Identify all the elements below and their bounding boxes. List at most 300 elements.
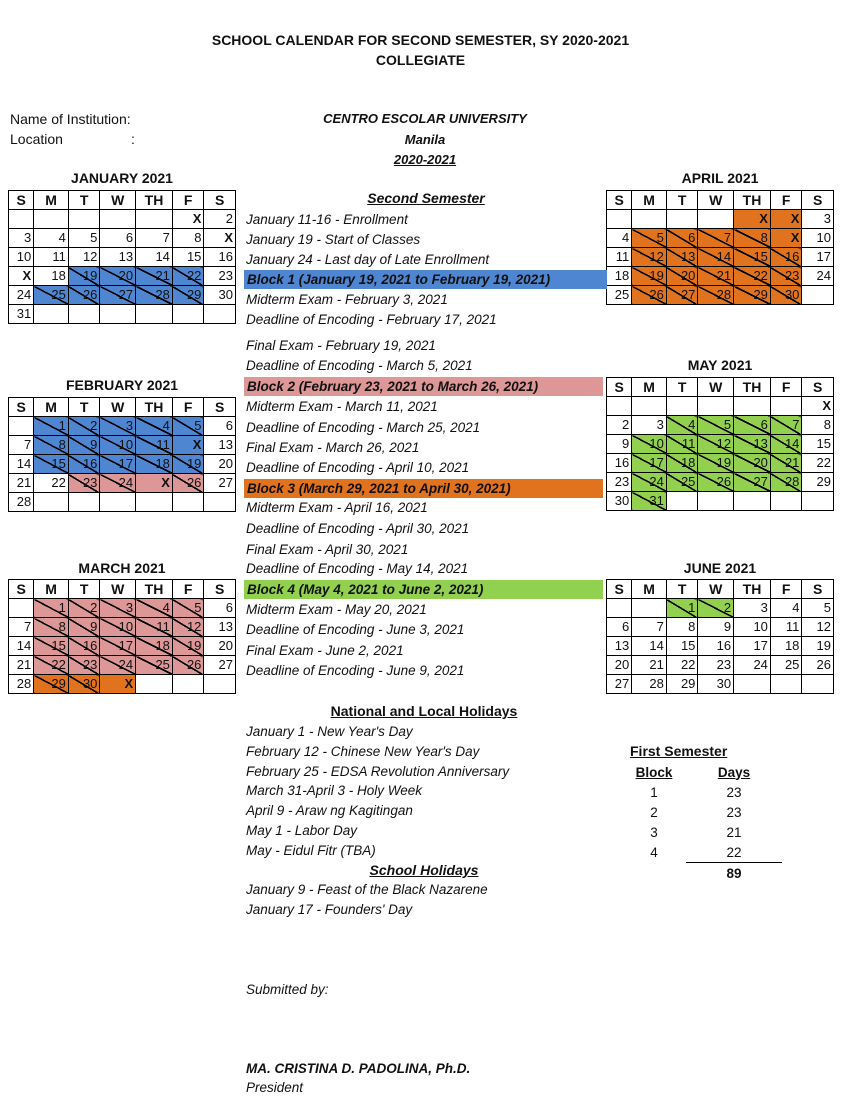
calendar-week-row: [9, 417, 236, 436]
calendar-day: [136, 210, 173, 229]
holiday-item: January 1 - New Year's Day: [246, 724, 413, 739]
calendar-day: 6: [204, 599, 236, 618]
calendar-day: 3: [632, 416, 667, 435]
calendar-day: [68, 210, 100, 229]
calendar-day: [734, 675, 771, 694]
calendar-day: 23: [698, 656, 734, 675]
calendar-day: 8: [34, 618, 69, 637]
calendar-day: 3: [100, 417, 136, 436]
calendar-day: 19: [172, 455, 204, 474]
block-days: 22: [726, 844, 742, 860]
holiday-x-mark: X: [802, 397, 834, 416]
holiday-x-mark: X: [100, 675, 136, 694]
block-1-final-exam: Final Exam - February 19, 2021: [246, 338, 436, 353]
calendar-day: 13: [607, 637, 632, 656]
weekday-header: F: [172, 580, 204, 599]
calendar-day: [607, 210, 632, 229]
summary-title: First Semester: [630, 743, 728, 759]
calendar-day: 16: [770, 248, 802, 267]
calendar-day: 26: [698, 473, 734, 492]
holiday-x-mark: X: [172, 210, 204, 229]
calendar-week-row: [607, 618, 834, 637]
calendar-day: 22: [802, 454, 834, 473]
calendar-day: 20: [100, 267, 136, 286]
weekday-header: T: [666, 580, 698, 599]
table-row: [622, 842, 782, 863]
calendar-day: 21: [770, 454, 802, 473]
calendar-day: 26: [802, 656, 834, 675]
weekday-header: T: [666, 191, 698, 210]
calendar-day: 4: [607, 229, 632, 248]
calendar-day: 6: [100, 229, 136, 248]
calendar-day: 14: [136, 248, 173, 267]
calendar-day: 25: [607, 286, 632, 305]
weekday-header: M: [34, 580, 69, 599]
calendar-day: [34, 305, 69, 324]
calendar-day: 6: [607, 618, 632, 637]
summary-table: [622, 762, 782, 883]
calendar-day: 20: [204, 637, 236, 656]
calendar-day: 13: [666, 248, 698, 267]
calendar-day: 12: [632, 248, 667, 267]
february-title: FEBRUARY 2021: [65, 377, 179, 393]
calendar-day: 25: [666, 473, 698, 492]
weekday-header: S: [9, 580, 34, 599]
calendar-day: 6: [666, 229, 698, 248]
calendar-day: [632, 210, 667, 229]
calendar-day: 17: [734, 637, 771, 656]
enrollment-event: January 11-16 - Enrollment: [246, 212, 408, 227]
calendar-week-row: [9, 474, 236, 493]
calendar-day: 12: [68, 248, 100, 267]
january-title: JANUARY 2021: [71, 170, 173, 186]
calendar-day: 8: [172, 229, 204, 248]
signatory-name: MA. CRISTINA D. PADOLINA, Ph.D.: [246, 1061, 471, 1076]
calendar-day: 12: [698, 435, 734, 454]
block-days: 21: [726, 824, 742, 840]
calendar-day: 5: [68, 229, 100, 248]
block-days: 23: [726, 804, 742, 820]
january-calendar: [8, 190, 236, 324]
calendar-day: 14: [9, 637, 34, 656]
calendar-day: 19: [698, 454, 734, 473]
calendar-day: 27: [100, 286, 136, 305]
june-calendar: [606, 579, 834, 694]
calendar-day: [666, 210, 698, 229]
calendar-day: 4: [136, 417, 173, 436]
calendar-day: 22: [34, 656, 69, 675]
weekday-header: M: [632, 580, 667, 599]
calendar-day: 24: [632, 473, 667, 492]
calendar-day: 9: [698, 618, 734, 637]
weekday-header: M: [34, 191, 69, 210]
weekday-header: W: [100, 398, 136, 417]
calendar-day: [632, 397, 667, 416]
calendar-day: 11: [34, 248, 69, 267]
calendar-day: 27: [734, 473, 771, 492]
holiday-x-mark: X: [770, 210, 802, 229]
calendar-day: 26: [68, 286, 100, 305]
calendar-day: 18: [136, 455, 173, 474]
block-days: 23: [726, 784, 742, 800]
calendar-day: 4: [770, 599, 802, 618]
weekday-header: M: [632, 378, 667, 397]
calendar-day: 29: [172, 286, 204, 305]
calendar-day: [802, 286, 834, 305]
weekday-header: TH: [734, 378, 771, 397]
calendar-day: 14: [632, 637, 667, 656]
calendar-day: [632, 599, 667, 618]
block-1-encoding-deadline: Deadline of Encoding - February 17, 2021: [246, 312, 497, 327]
calendar-day: 27: [666, 286, 698, 305]
calendar-day: 10: [734, 618, 771, 637]
signatory-position: President: [246, 1080, 304, 1095]
holiday-item: May 1 - Labor Day: [246, 823, 358, 838]
weekday-header: M: [632, 191, 667, 210]
submitted-by-label: Submitted by:: [246, 982, 329, 997]
calendar-day: 22: [734, 267, 771, 286]
weekday-header: TH: [136, 191, 173, 210]
block-2-encoding-deadline: Deadline of Encoding - March 25, 2021: [246, 420, 481, 435]
page-title: SCHOOL CALENDAR FOR SECOND SEMESTER, SY 2020-2021: [211, 32, 630, 48]
weekday-header: S: [9, 191, 34, 210]
weekday-header: S: [607, 378, 632, 397]
calendar-day: 11: [666, 435, 698, 454]
calendar-day: [204, 493, 236, 512]
calendar-day: 15: [734, 248, 771, 267]
calendar-day: [172, 675, 204, 694]
calendar-day: 28: [9, 675, 34, 694]
calendar-week-row: [607, 435, 834, 454]
calendar-day: 13: [100, 248, 136, 267]
calendar-day: [204, 675, 236, 694]
calendar-day: 22: [172, 267, 204, 286]
block-2-final-exam: Final Exam - March 26, 2021: [246, 440, 420, 455]
calendar-day: 29: [734, 286, 771, 305]
calendar-day: [68, 305, 100, 324]
calendar-day: 8: [734, 229, 771, 248]
calendar-week-row: [9, 286, 236, 305]
calendar-day: 9: [607, 435, 632, 454]
calendar-week-row: [9, 210, 236, 229]
school-year-value: 2020-2021: [393, 152, 457, 167]
calendar-day: [204, 305, 236, 324]
block-1-final-encoding: Deadline of Encoding - March 5, 2021: [246, 358, 473, 373]
calendar-day: [136, 305, 173, 324]
calendar-day: 23: [68, 474, 100, 493]
calendar-day: [172, 305, 204, 324]
calendar-day: 5: [172, 599, 204, 618]
calendar-day: 6: [204, 417, 236, 436]
calendar-day: [770, 492, 802, 511]
summary-col-block: Block: [635, 764, 673, 780]
weekday-header: W: [100, 191, 136, 210]
calendar-week-row: [607, 397, 834, 416]
block-4-final-exam: Final Exam - June 2, 2021: [246, 643, 404, 658]
weekday-header: S: [204, 580, 236, 599]
calendar-day: [666, 492, 698, 511]
calendar-day: [666, 397, 698, 416]
calendar-day: 4: [136, 599, 173, 618]
calendar-day: [698, 492, 734, 511]
calendar-week-row: [9, 599, 236, 618]
block-4-final-encoding: Deadline of Encoding - June 9, 2021: [246, 663, 465, 678]
calendar-week-row: [9, 305, 236, 324]
calendar-day: 28: [9, 493, 34, 512]
calendar-day: [100, 210, 136, 229]
calendar-day: 3: [734, 599, 771, 618]
calendar-day: 11: [770, 618, 802, 637]
calendar-day: 1: [34, 599, 69, 618]
calendar-day: 9: [68, 436, 100, 455]
calendar-day: [802, 492, 834, 511]
weekday-header: F: [770, 378, 802, 397]
calendar-day: 31: [632, 492, 667, 511]
calendar-day: 13: [734, 435, 771, 454]
calendar-day: 27: [204, 474, 236, 493]
june-title: JUNE 2021: [683, 560, 757, 576]
calendar-day: 26: [632, 286, 667, 305]
calendar-day: 13: [204, 436, 236, 455]
calendar-day: 30: [698, 675, 734, 694]
calendar-day: 19: [632, 267, 667, 286]
calendar-day: 28: [632, 675, 667, 694]
weekday-header: S: [204, 191, 236, 210]
calendar-week-row: [9, 267, 236, 286]
calendar-day: 23: [204, 267, 236, 286]
calendar-day: 15: [802, 435, 834, 454]
calendar-week-row: [9, 656, 236, 675]
calendar-week-row: [607, 454, 834, 473]
calendar-day: 24: [734, 656, 771, 675]
calendar-day: 4: [34, 229, 69, 248]
calendar-day: 18: [770, 637, 802, 656]
calendar-day: [802, 675, 834, 694]
weekday-header: S: [607, 580, 632, 599]
calendar-week-row: [607, 210, 834, 229]
calendar-week-row: [9, 675, 236, 694]
summary-total: 89: [686, 863, 782, 884]
calendar-day: 19: [172, 637, 204, 656]
calendar-day: 1: [666, 599, 698, 618]
calendar-week-row: [607, 473, 834, 492]
weekday-header: M: [34, 398, 69, 417]
calendar-day: 20: [204, 455, 236, 474]
calendar-day: 13: [204, 618, 236, 637]
calendar-day: [770, 397, 802, 416]
block-3-midterm: Midterm Exam - April 16, 2021: [246, 500, 428, 515]
weekday-header: S: [607, 191, 632, 210]
calendar-week-row: [607, 267, 834, 286]
calendar-day: [607, 599, 632, 618]
march-calendar: [8, 579, 236, 694]
calendar-day: 25: [34, 286, 69, 305]
calendar-day: 8: [802, 416, 834, 435]
calendar-day: 22: [666, 656, 698, 675]
calendar-day: [100, 305, 136, 324]
calendar-day: 11: [136, 436, 173, 455]
calendar-week-row: [9, 229, 236, 248]
calendar-day: 27: [607, 675, 632, 694]
institution-name-value: CENTRO ESCOLAR UNIVERSITY: [323, 111, 527, 126]
block-4-midterm: Midterm Exam - May 20, 2021: [246, 602, 427, 617]
holiday-x-mark: X: [9, 267, 34, 286]
holiday-x-mark: X: [734, 210, 771, 229]
weekday-header: W: [698, 378, 734, 397]
calendar-day: 2: [204, 210, 236, 229]
calendar-day: 20: [734, 454, 771, 473]
holiday-item: May - Eidul Fitr (TBA): [246, 843, 376, 858]
calendar-day: 27: [204, 656, 236, 675]
block-number: 1: [650, 784, 658, 800]
february-calendar: [8, 397, 236, 512]
calendar-day: 31: [9, 305, 34, 324]
calendar-day: 21: [632, 656, 667, 675]
calendar-day: 30: [204, 286, 236, 305]
block-2-band: Block 2 (February 23, 2021 to March 26, 2021): [244, 377, 603, 396]
block-3-encoding-deadline: Deadline of Encoding - April 30, 2021: [246, 521, 470, 536]
calendar-day: 17: [100, 455, 136, 474]
calendar-day: 22: [34, 474, 69, 493]
calendar-day: 14: [698, 248, 734, 267]
calendar-day: [136, 675, 173, 694]
calendar-week-row: [607, 286, 834, 305]
calendar-week-row: [607, 675, 834, 694]
calendar-day: 11: [136, 618, 173, 637]
calendar-day: 30: [68, 675, 100, 694]
calendar-day: 28: [770, 473, 802, 492]
calendar-day: 16: [204, 248, 236, 267]
calendar-day: 5: [802, 599, 834, 618]
april-calendar: [606, 190, 834, 305]
calendar-day: 2: [607, 416, 632, 435]
block-1-midterm: Midterm Exam - February 3, 2021: [246, 292, 448, 307]
calendar-day: 26: [172, 474, 204, 493]
weekday-header: TH: [136, 398, 173, 417]
calendar-day: 6: [734, 416, 771, 435]
calendar-day: 18: [666, 454, 698, 473]
calendar-day: 24: [100, 474, 136, 493]
location-colon: :: [131, 131, 135, 147]
weekday-header: S: [802, 580, 834, 599]
holiday-x-mark: X: [172, 436, 204, 455]
calendar-day: [9, 417, 34, 436]
block-number: 3: [650, 824, 658, 840]
school-holiday-item: January 9 - Feast of the Black Nazarene: [246, 882, 488, 897]
calendar-day: 17: [100, 637, 136, 656]
calendar-week-row: [9, 248, 236, 267]
weekday-header: F: [770, 580, 802, 599]
block-number: 2: [650, 804, 658, 820]
calendar-day: 3: [9, 229, 34, 248]
calendar-day: 8: [34, 436, 69, 455]
calendar-day: [734, 397, 771, 416]
school-holidays-heading: School Holidays: [369, 862, 479, 878]
calendar-day: 23: [770, 267, 802, 286]
calendar-day: 7: [632, 618, 667, 637]
calendar-day: [34, 493, 69, 512]
calendar-day: 29: [34, 675, 69, 694]
calendar-day: 19: [802, 637, 834, 656]
calendar-week-row: [607, 599, 834, 618]
page-subtitle: COLLEGIATE: [375, 52, 466, 68]
calendar-day: 1: [34, 417, 69, 436]
calendar-day: 14: [9, 455, 34, 474]
calendar-day: 19: [68, 267, 100, 286]
calendar-day: [9, 210, 34, 229]
calendar-week-row: [9, 436, 236, 455]
calendar-day: 16: [698, 637, 734, 656]
calendar-day: 7: [9, 436, 34, 455]
national-holidays-heading: National and Local Holidays: [330, 703, 518, 719]
calendar-week-row: [607, 492, 834, 511]
calendar-day: 29: [666, 675, 698, 694]
calendar-week-row: [9, 493, 236, 512]
calendar-day: 20: [666, 267, 698, 286]
calendar-day: 17: [802, 248, 834, 267]
calendar-day: 25: [136, 656, 173, 675]
calendar-day: 2: [68, 599, 100, 618]
calendar-day: [9, 599, 34, 618]
calendar-day: 10: [802, 229, 834, 248]
calendar-day: 10: [632, 435, 667, 454]
calendar-day: [100, 493, 136, 512]
calendar-day: 4: [666, 416, 698, 435]
calendar-day: 7: [770, 416, 802, 435]
start-classes-event: January 19 - Start of Classes: [246, 232, 421, 247]
block-2-midterm: Midterm Exam - March 11, 2021: [246, 399, 438, 414]
calendar-day: 21: [136, 267, 173, 286]
calendar-day: 26: [172, 656, 204, 675]
holiday-x-mark: X: [136, 474, 173, 493]
calendar-day: 15: [172, 248, 204, 267]
calendar-day: 18: [136, 637, 173, 656]
calendar-day: 20: [607, 656, 632, 675]
summary-col-days: Days: [717, 764, 751, 780]
weekday-header: S: [802, 191, 834, 210]
calendar-day: 11: [607, 248, 632, 267]
calendar-day: 21: [698, 267, 734, 286]
location-value: Manila: [404, 132, 446, 147]
weekday-header: W: [698, 191, 734, 210]
calendar-day: 7: [136, 229, 173, 248]
table-row: [622, 822, 782, 842]
may-calendar: [606, 377, 834, 511]
calendar-day: [136, 493, 173, 512]
calendar-day: 24: [9, 286, 34, 305]
calendar-day: [607, 397, 632, 416]
calendar-day: [698, 210, 734, 229]
table-row: [622, 802, 782, 822]
calendar-day: 10: [100, 436, 136, 455]
calendar-day: 23: [607, 473, 632, 492]
calendar-week-row: [9, 637, 236, 656]
calendar-day: 14: [770, 435, 802, 454]
block-4-encoding-deadline: Deadline of Encoding - June 3, 2021: [246, 622, 465, 637]
calendar-day: 2: [698, 599, 734, 618]
holiday-item: February 25 - EDSA Revolution Anniversary: [246, 764, 510, 779]
calendar-day: 12: [802, 618, 834, 637]
calendar-day: 5: [632, 229, 667, 248]
may-title: MAY 2021: [687, 357, 753, 373]
calendar-day: 28: [698, 286, 734, 305]
calendar-day: 16: [68, 637, 100, 656]
calendar-day: 29: [802, 473, 834, 492]
calendar-day: [34, 210, 69, 229]
school-holiday-item: January 17 - Founders' Day: [246, 902, 413, 917]
calendar-day: 5: [698, 416, 734, 435]
holiday-item: February 12 - Chinese New Year's Day: [246, 744, 480, 759]
